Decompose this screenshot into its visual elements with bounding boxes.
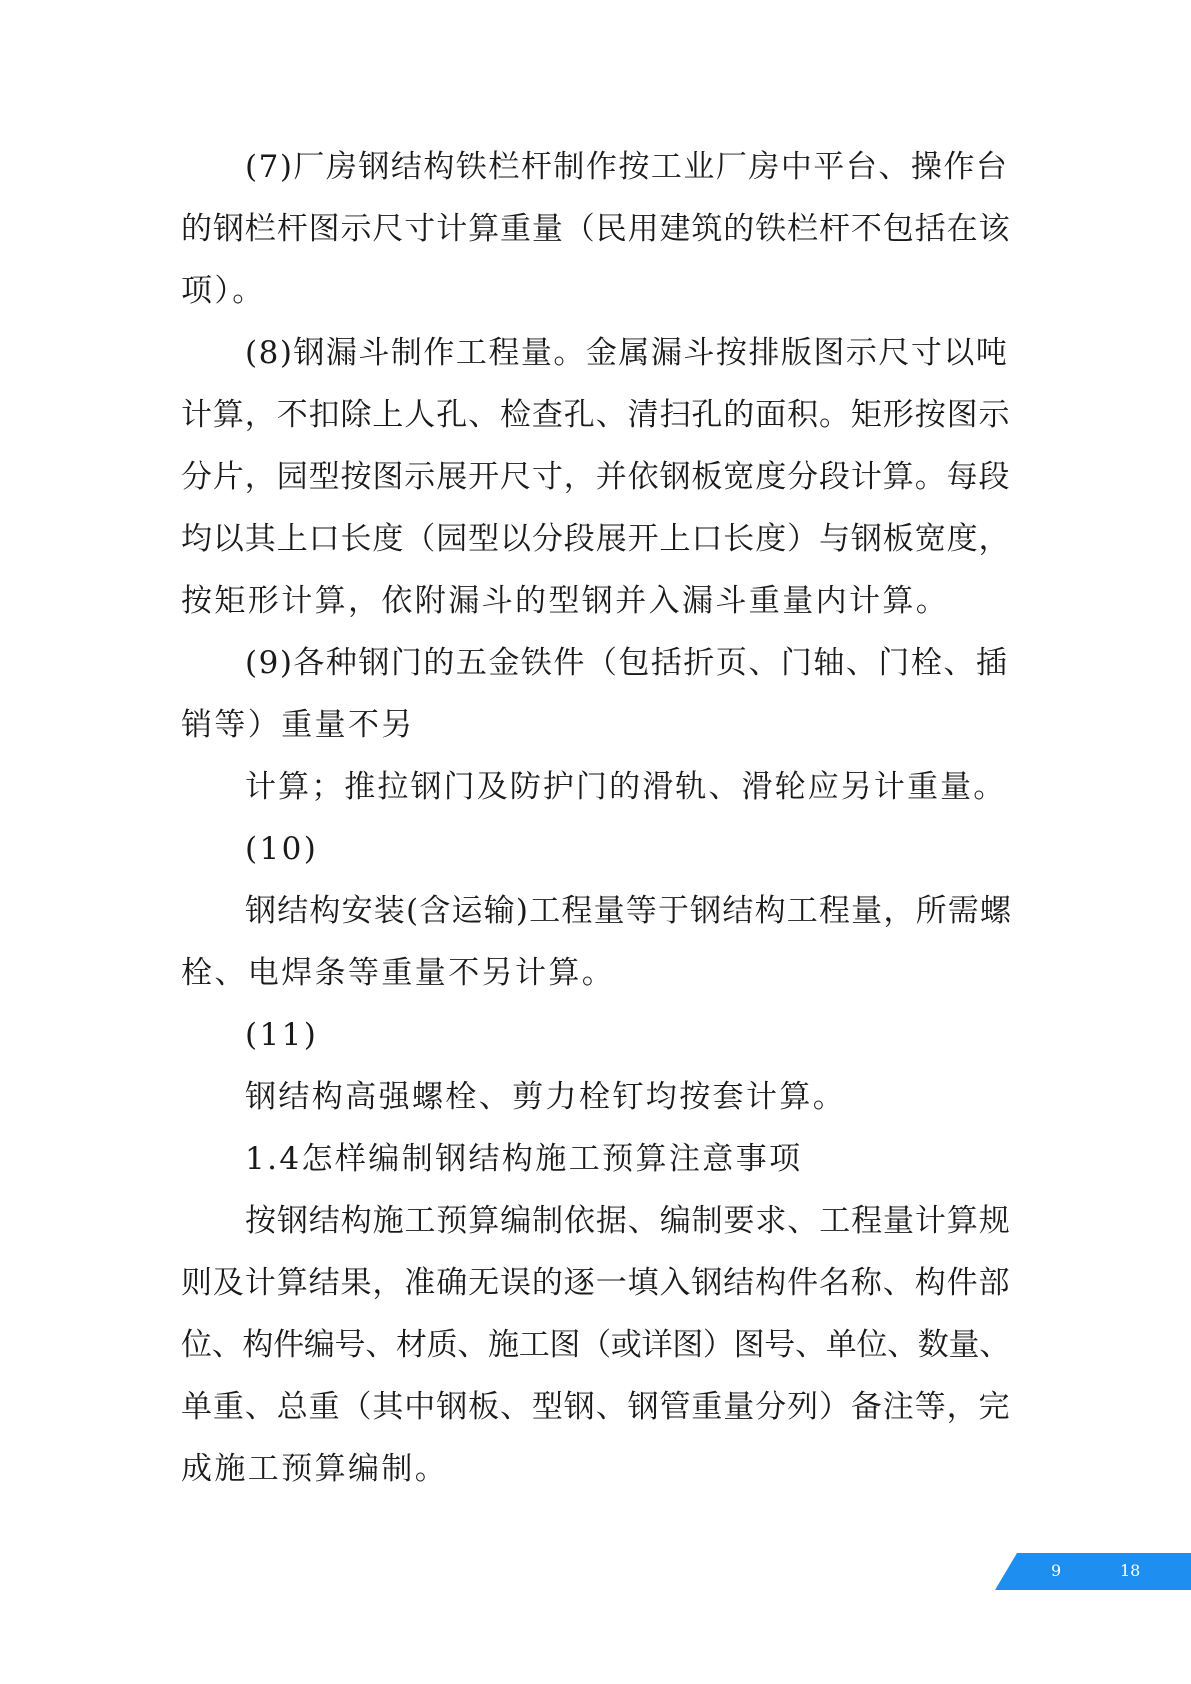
- text-line: 计算；推拉钢门及防护门的滑轨、滑轮应另计重量。: [245, 769, 1007, 805]
- text-line: 单重、总重（其中钢板、型钢、钢管重量分列）备注等，完: [181, 1389, 1011, 1425]
- text-line: 按钢结构施工预算编制依据、编制要求、工程量计算规: [245, 1203, 1011, 1239]
- text-line: 成施工预算编制。: [181, 1451, 449, 1487]
- text-line: 销等）重量不另: [181, 707, 415, 743]
- text-line: 钢结构高强螺栓、剪力栓钉均按套计算。: [245, 1079, 847, 1115]
- page-number: 9: [1051, 1561, 1062, 1580]
- text-line: 钢结构安装(含运输)工程量等于钢结构工程量，所需螺: [245, 893, 1013, 929]
- text-line: 项）。: [181, 273, 266, 309]
- text-line: (9)各种钢门的五金铁件（包括折页、门轴、门栓、插: [245, 645, 1009, 681]
- total-pages: 18: [1120, 1561, 1141, 1580]
- text-line: 均以其上口长度（园型以分段展开上口长度）与钢板宽度，: [181, 521, 1011, 557]
- text-line: 位、构件编号、材质、施工图（或详图）图号、单位、数量、: [181, 1327, 1010, 1363]
- body-text: [181, 136, 1011, 1500]
- text-line: 则及计算结果，准确无误的逐一填入钢结构件名称、构件部: [181, 1265, 1011, 1301]
- text-line: 栓、电焊条等重量不另计算。: [181, 955, 616, 991]
- text-line: (8)钢漏斗制作工程量。金属漏斗按排版图示尺寸以吨: [245, 335, 1009, 371]
- text-line: (10): [245, 831, 319, 867]
- text-line: 的钢栏杆图示尺寸计算重量（民用建筑的铁栏杆不包括在该: [181, 211, 1011, 247]
- text-line: 分片，园型按图示展开尺寸，并依钢板宽度分段计算。每段: [181, 459, 1011, 495]
- text-line: 按矩形计算，依附漏斗的型钢并入漏斗重量内计算。: [181, 583, 950, 619]
- page-footer: [995, 1553, 1191, 1590]
- section-heading: 1.4怎样编制钢结构施工预算注意事项: [245, 1141, 803, 1177]
- footer-banner: [995, 1553, 1191, 1590]
- text-line: (11): [245, 1017, 319, 1053]
- text-line: 计算，不扣除上人孔、检查孔、清扫孔的面积。矩形按图示: [181, 397, 1011, 433]
- text-line: (7)厂房钢结构铁栏杆制作按工业厂房中平台、操作台: [245, 149, 1009, 185]
